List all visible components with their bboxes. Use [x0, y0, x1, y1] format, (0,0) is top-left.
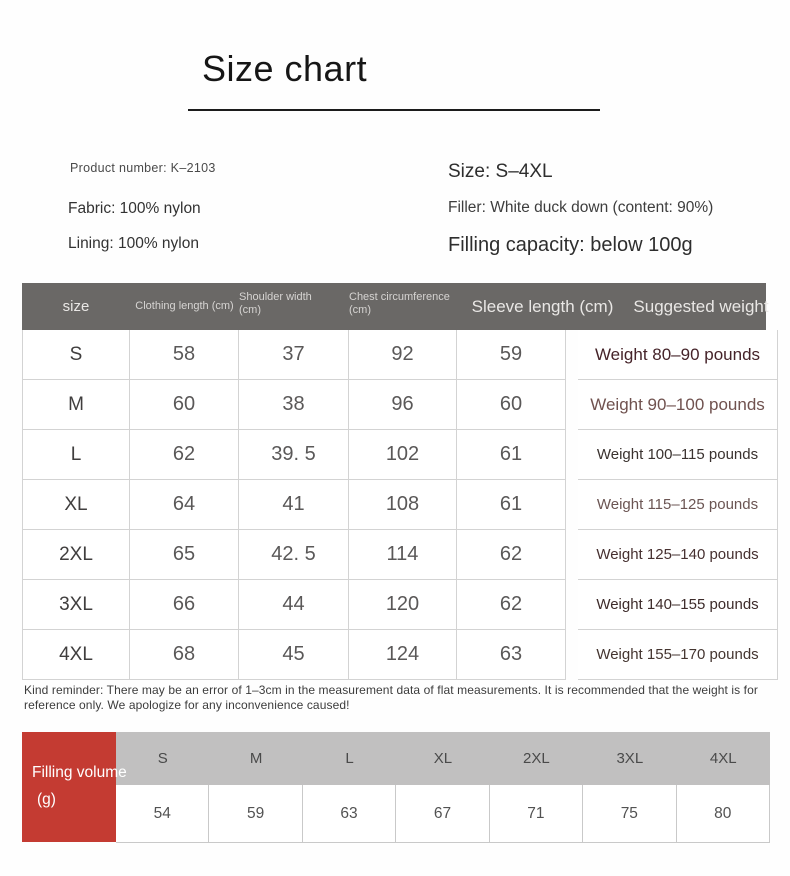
filling-value-cell: 54 [116, 785, 209, 842]
shoulder-width-cell: 37 [239, 330, 349, 380]
filling-value-cell: 59 [209, 785, 302, 842]
clothing-length-cell: 58 [130, 330, 239, 380]
suggested-weight-cell: Weight 90–100 pounds [578, 380, 778, 430]
sleeve-cell: 62 [457, 580, 566, 630]
filling-size-cell: 3XL [616, 750, 644, 767]
clothing-length-cell: 66 [130, 580, 239, 630]
shoulder-width-cell: 45 [239, 630, 349, 680]
sleeve-cell: 61 [457, 480, 566, 530]
filling-value-cell: 71 [490, 785, 583, 842]
table-row-l [22, 430, 766, 480]
page-title: Size chart [202, 48, 368, 89]
col-header-suggested-weight: Suggested weight [633, 296, 769, 316]
filling-value-cell: 67 [396, 785, 489, 842]
filling-value-cell: 80 [677, 785, 770, 842]
sleeve-cell: 59 [457, 330, 566, 380]
chest-cell: 120 [349, 580, 457, 630]
filling-value-cell: 63 [303, 785, 396, 842]
chest-cell: 96 [349, 380, 457, 430]
filling-values-row [116, 785, 770, 843]
filling-volume-label-cell [22, 732, 127, 842]
col-header-clothing-length: Clothing length (cm) [135, 300, 234, 312]
sleeve-cell: 60 [457, 380, 566, 430]
shoulder-width-cell: 38 [239, 380, 349, 430]
suggested-weight-cell: Weight 155–170 pounds [578, 630, 778, 680]
sleeve-cell: 61 [457, 430, 566, 480]
chest-cell: 124 [349, 630, 457, 680]
table-row-xl [22, 480, 766, 530]
chest-cell: 92 [349, 330, 457, 380]
product-number-text: Product number: K–2103 [70, 161, 216, 175]
size-cell: S [22, 330, 130, 380]
kind-reminder-line2: reference only. We apologize for any inconvenience caused! [24, 698, 350, 712]
title-underline [188, 109, 600, 111]
clothing-length-cell: 65 [130, 530, 239, 580]
size-table-header [22, 283, 769, 330]
shoulder-width-cell: 42. 5 [239, 530, 349, 580]
filling-size-cell: L [345, 750, 354, 767]
chest-cell: 108 [349, 480, 457, 530]
kind-reminder-line1: Kind reminder: There may be an error of 1–3cm in the measurement data of flat measurements. It is recommended that the weight is for [24, 683, 758, 697]
suggested-weight-cell: Weight 125–140 pounds [578, 530, 778, 580]
col-header-chest-circumference [349, 283, 457, 330]
kind-reminder-note [24, 683, 784, 713]
fabric-text: Fabric: 100% nylon [68, 200, 201, 217]
filling-volume-unit: (g) [37, 791, 56, 808]
size-cell: XL [22, 480, 130, 530]
clothing-length-cell: 64 [130, 480, 239, 530]
filling-size-cell: M [249, 750, 263, 767]
filling-size-cell: S [157, 750, 168, 767]
size-table [22, 283, 769, 680]
filling-size-cell: 2XL [523, 750, 550, 767]
chest-cell: 102 [349, 430, 457, 480]
size-cell: L [22, 430, 130, 480]
col-header-chest-circumference-label: Chest circumference (cm) [349, 291, 450, 316]
suggested-weight-cell: Weight 100–115 pounds [578, 430, 778, 480]
clothing-length-cell: 60 [130, 380, 239, 430]
suggested-weight-cell: Weight 115–125 pounds [578, 480, 778, 530]
col-header-shoulder-width-label: Shoulder width (cm) [239, 291, 312, 316]
lining-text: Lining: 100% nylon [68, 235, 199, 252]
filling-size-cell: 4XL [709, 750, 737, 767]
size-range-text: Size: S–4XL [448, 161, 553, 182]
shoulder-width-cell: 41 [239, 480, 349, 530]
suggested-weight-cell: Weight 140–155 pounds [578, 580, 778, 630]
table-row-s [22, 330, 766, 380]
table-row-2xl [22, 530, 766, 580]
filling-size-cell: XL [433, 750, 453, 767]
filler-text: Filler: White duck down (content: 90%) [448, 199, 714, 216]
filling-sizes-row [116, 732, 770, 785]
size-cell: 4XL [22, 630, 130, 680]
col-header-sleeve-length: Sleeve length (cm) [471, 296, 614, 316]
table-row-m [22, 380, 766, 430]
col-header-shoulder-width [239, 283, 349, 330]
suggested-weight-cell: Weight 80–90 pounds [578, 330, 778, 380]
filling-volume-label: Filling volume [32, 764, 127, 781]
filling-capacity-text: Filling capacity: below 100g [448, 234, 693, 256]
table-row-4xl [22, 630, 766, 680]
col-header-size: size [62, 298, 90, 315]
sleeve-cell: 62 [457, 530, 566, 580]
size-cell: 2XL [22, 530, 130, 580]
filling-volume-table [22, 732, 770, 842]
shoulder-width-cell: 44 [239, 580, 349, 630]
shoulder-width-cell: 39. 5 [239, 430, 349, 480]
clothing-length-cell: 62 [130, 430, 239, 480]
size-cell: 3XL [22, 580, 130, 630]
chest-cell: 114 [349, 530, 457, 580]
size-cell: M [22, 380, 130, 430]
clothing-length-cell: 68 [130, 630, 239, 680]
table-row-3xl [22, 580, 766, 630]
filling-value-cell: 75 [583, 785, 676, 842]
sleeve-cell: 63 [457, 630, 566, 680]
